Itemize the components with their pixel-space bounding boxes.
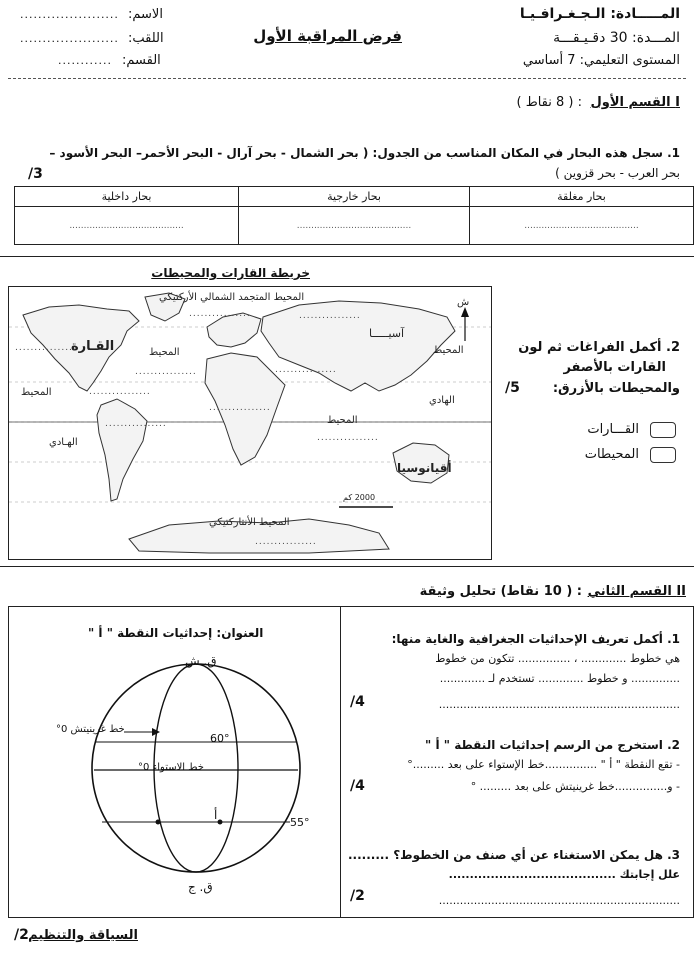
exam-title: فرض المراقبة الأول [253,27,402,45]
p2-q1: 1. أكمل تعريف الإحداثيات الجغرافية والغاية منها: [391,632,680,646]
q1-text: 1. سجل هذه البحار في المكان المناسب من الجدول: ( بحر الشمال - بحر آرال - البحر الأحمر– البحر الأسود – [49,146,680,160]
map-blank-america-south[interactable]: ................ [105,419,167,429]
south-america-shape [97,399,147,501]
p2-q2-line1[interactable]: - تقع النقطة " أ " ...............خط الإستواء على بعد .........° [407,758,680,771]
map-blank-arctic[interactable]: ................ [189,309,251,319]
seas-table [14,186,694,245]
q1-score: 3/ [28,166,43,182]
label-south-pole: ق. ج [188,880,213,894]
map-label-pacific-left: الهـادي [49,437,78,448]
p2-q1-score: 4/ [350,694,365,710]
map-blank-africa[interactable]: ................ [209,403,271,413]
section-divider-1 [0,256,694,257]
label-lat55: 55° [290,816,310,829]
section-divider-2 [0,566,694,567]
north-arrow-head [461,307,469,317]
map-blank-ocean-mid[interactable]: ................ [135,367,197,377]
diagram-title: العنوان: إحداثيات النقطة " أ " [88,626,264,640]
q2-line3: والمحيطات بالأزرق: [552,381,680,396]
p2-q3-score: 2/ [350,888,365,904]
name-field[interactable]: ...................... [20,8,119,21]
legend-continents-swatch[interactable] [650,422,676,438]
table-header-closed: بحار مغلقة [469,187,693,207]
map-blank-asia[interactable]: ................ [299,311,361,321]
p2-q2: 2. استخرج من الرسم إحداثيات النقطة " أ " [425,738,680,752]
subject: المـــــادة: الـجـغـرافـيـا [519,6,680,22]
map-blank-asia-south[interactable]: ................ [275,365,337,375]
section-label: القسم: [122,53,161,68]
legend-continents: القـــارات [587,422,639,437]
part2-heading: II القسم الثاني [587,584,686,599]
duration: المـــدة: 30 دقـيـقـــة [553,30,680,46]
q2-line1: 2. أكمل الفراغات ثم لون [518,340,680,355]
section-field[interactable]: ............ [58,54,112,67]
map-label-pacific-right: الهادي [429,395,455,406]
map-label-antarctic: المحيط الأنتاركتيكي [209,517,290,528]
label-lat60: 60° [210,732,230,745]
p2-q1-line3[interactable]: ..................................................................... [438,698,680,711]
map-label-ocean-left: المحيط [21,387,52,398]
map-label-asia: آسيـــــا [369,327,405,340]
p2-q3-line2[interactable]: ..................................................................... [438,894,680,907]
p2-q2-score: 4/ [350,778,365,794]
map-label-arctic: المحيط المتجمد الشمالي الأركتيكي [159,292,305,303]
map-label-continent: القـارة [71,339,115,354]
point-a-marker [218,820,223,825]
map-blank-indian[interactable]: ................ [317,433,379,443]
header-divider [8,78,686,79]
p2-q1-line2[interactable]: .............. و خطوط ............. تستخدم لـ ............. [439,672,680,685]
world-map [8,286,492,560]
label-north-pole: ق. ش [185,654,217,668]
table-header-internal: بحار داخلية [15,187,239,207]
surname-label: اللقب: [128,31,164,46]
table-header-external: بحار خارجية [239,187,470,207]
part1-heading: I القسم الأول [590,95,680,110]
map-blank-continent[interactable]: ................ [15,343,77,353]
table-cell-external[interactable]: ........................................ [239,207,470,245]
legend-oceans-swatch[interactable] [650,447,676,463]
table-cell-closed[interactable]: ........................................ [469,207,693,245]
map-blank-ocean-left[interactable]: ................ [89,387,151,397]
p2-q2-line2[interactable]: - و...............خط غرينيتش على بعد ......... ° [470,780,680,793]
label-greenwich: خط غرينيتش 0° [56,724,125,735]
part2-points: : ( 10 نقاط) تحليل وثيقة [419,584,582,599]
footer-score: 2/ [14,927,29,943]
level: المستوى التعليمي: 7 أساسي [522,53,680,68]
label-equator: خط الاستواء 0° [138,762,204,773]
map-label-australia: أقيانوسيا [397,461,452,475]
map-blank-antarctic[interactable]: ................ [255,537,317,547]
table-cell-internal[interactable]: ........................................ [15,207,239,245]
q2-score: 5/ [505,380,520,396]
p2-q3-line1[interactable]: علل إجابتك ........................................ [448,868,680,881]
legend-oceans: المحيطات [584,447,639,462]
map-scale-label: 2000 كم [343,493,376,502]
name-label: الاسم: [128,7,163,22]
label-point-a: أ [214,808,218,822]
map-title: خريطة القارات والمحيطات [151,266,310,280]
q2-line2: القارات بالأصفر [563,360,666,375]
p2-q1-line1[interactable]: هي خطوط ............. ، ............... تتكون من خطوط [435,652,680,665]
part1-points: : ( 8 نقاط ) [516,95,582,110]
map-label-north: ش [457,297,470,308]
point-marker [156,820,161,825]
footer-label: السياقة والتنظيم [28,928,138,943]
map-label-ocean-right: المحيط [433,345,464,356]
map-label-ocean-indian: المحيط [327,415,358,426]
q1-text-cont: بحر العرب - بحر قزوين ) [555,166,680,180]
p2-q3: 3. هل يمكن الاستغناء عن أي صنف من الخطوط؟ ......... [348,848,680,862]
surname-field[interactable]: ...................... [20,32,119,45]
map-label-ocean-mid: المحيط [149,347,180,358]
